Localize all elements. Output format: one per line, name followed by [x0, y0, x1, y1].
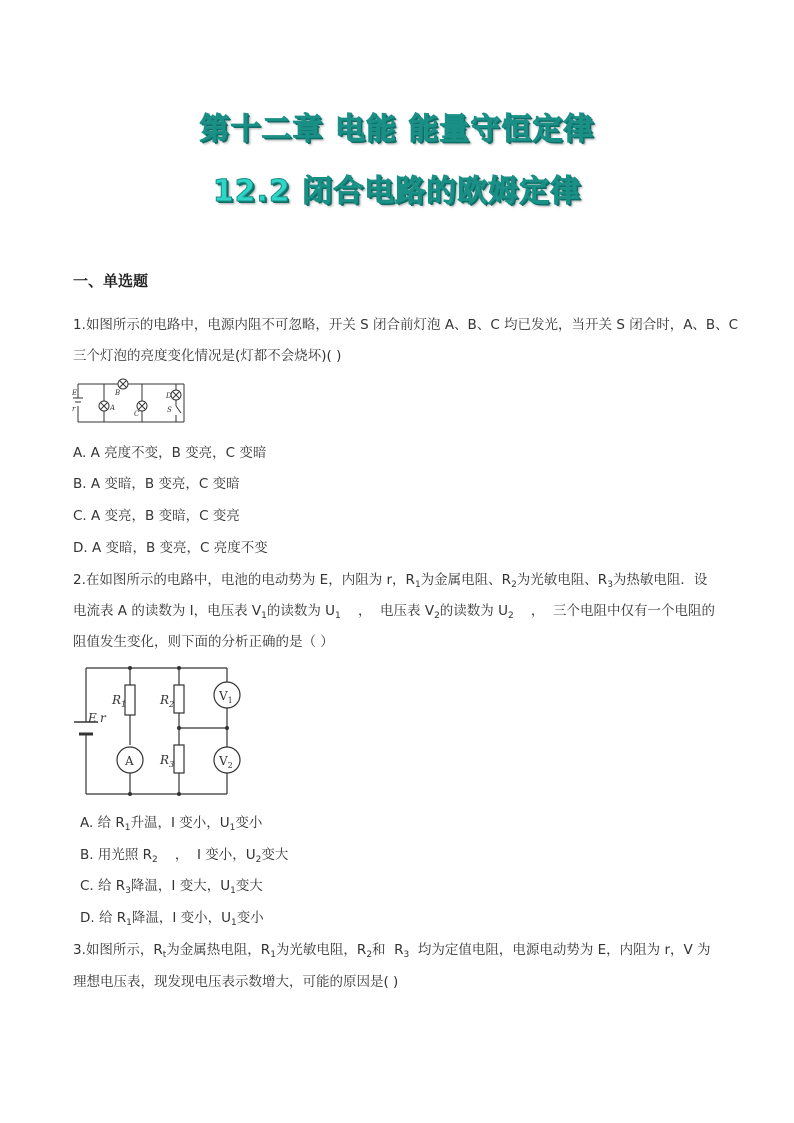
q3-stem-line1: 3.如图所示，$R_t$为金属热电阻，$R_1$为光敏电阻，$R_2$和 $R_3$ 均为定值电阻，电源电动势为 E，内阻为 r，V 为: [73, 942, 711, 960]
q1-stem-line2: 三个灯泡的亮度变化情况是(灯都不会烧坏)( ): [73, 348, 342, 364]
q2-circuit-figure: [68, 660, 248, 800]
q1-option-a: A. A 亮度不变，B 变亮，C 变暗: [73, 445, 267, 461]
q1-option-b: B. A 变暗，B 变亮，C 变暗: [73, 476, 240, 492]
q1-option-c: C. A 变亮，B 变暗，C 变亮: [73, 508, 240, 524]
q2-label-v1: $V_1$: [219, 689, 233, 705]
q2-label-r2: $R_2$: [160, 693, 175, 709]
q1-label-A: A: [110, 404, 116, 412]
chapter-title: 第十二章 电能 能量守恒定律: [199, 112, 595, 147]
q2-label-ammeter: A: [125, 754, 134, 768]
q2-option-c: C. 给 $R_3$降温，I 变大，$U_1$变大: [80, 878, 263, 896]
q1-label-S: S: [167, 406, 172, 414]
q2-label-E: E: [88, 711, 97, 725]
q1-label-D: D: [166, 392, 172, 400]
q1-label-r: r: [72, 405, 76, 413]
q1-label-E: E: [72, 389, 78, 397]
q2-label-r1: $R_1$: [112, 693, 127, 709]
q2-stem-line3: 阻值发生变化，则下面的分析正确的是（ ）: [73, 634, 334, 650]
q2-option-b: B. 用光照 $R_2$ ， I 变小，$U_2$变大: [80, 847, 289, 865]
q1-stem-line1: 1.如图所示的电路中，电源内阻不可忽略，开关 S 闭合前灯泡 A、B、C 均已发光，当开关 S 闭合时，A、B、C: [73, 317, 739, 333]
q1-option-d: D. A 变暗，B 变亮，C 亮度不变: [73, 540, 268, 556]
section-heading: 一、单选题: [73, 272, 149, 290]
q2-label-v2: $V_2$: [219, 754, 233, 770]
q2-option-d: D. 给 $R_1$降温，I 变小，$U_1$变小: [80, 910, 264, 928]
q2-stem-line1: 2.在如图所示的电路中，电池的电动势为 E，内阻为 r，$R_1$为金属电阻、$R_2$为光敏电阻、$R_3$为热敏电阻．设: [73, 572, 708, 590]
q2-option-a: A. 给 $R_1$升温，I 变小，$U_1$变小: [80, 815, 263, 833]
q3-stem-line2: 理想电压表，现发现电压表示数增大，可能的原因是( ): [73, 974, 399, 990]
q1-label-C: C: [134, 410, 140, 418]
q1-circuit-figure: [72, 376, 192, 428]
q1-label-B: B: [115, 389, 121, 397]
q2-label-r: r: [100, 711, 106, 725]
q2-stem-line2: 电流表 A 的读数为 I，电压表 $V_1$的读数为 $U_1$ ， 电压表 $V_2$的读数为 $U_2$ ， 三个电阻中仅有一个电阻的: [73, 603, 715, 621]
lesson-title: 12.2 闭合电路的欧姆定律: [212, 174, 582, 209]
q2-label-r3: $R_3$: [160, 753, 175, 769]
